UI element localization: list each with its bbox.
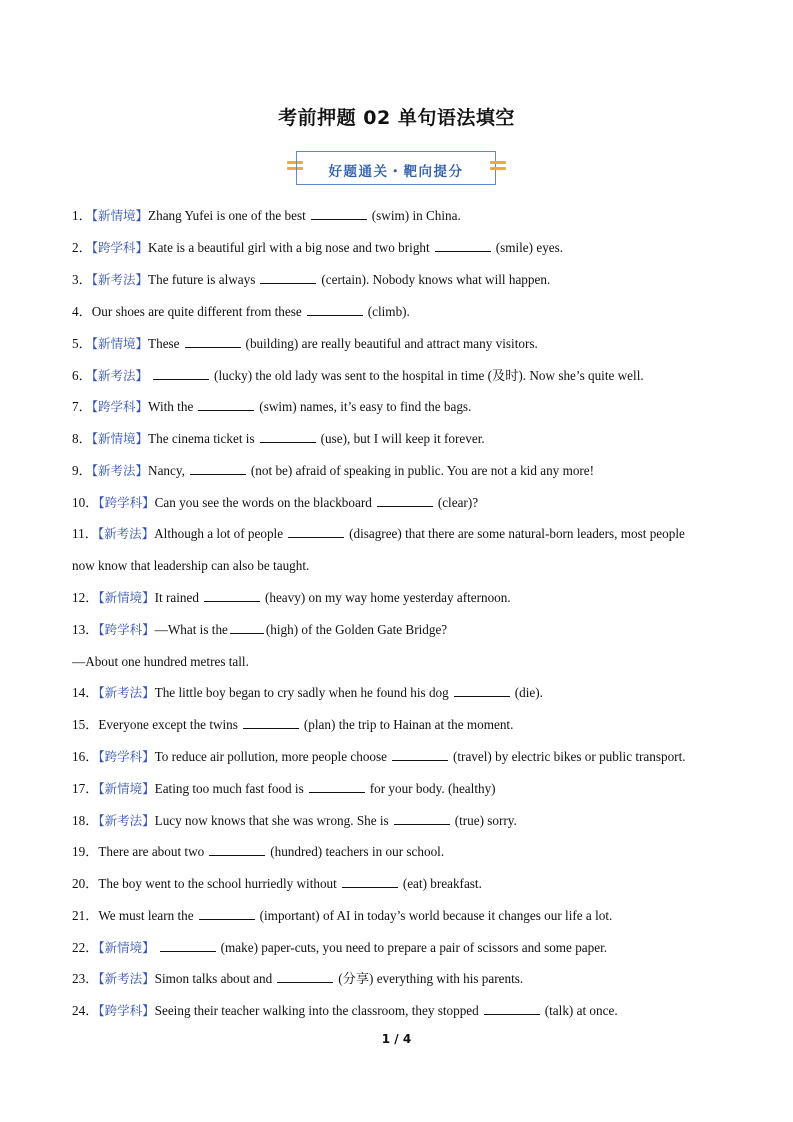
- category-tag: 【跨学科】: [98, 749, 155, 764]
- answer-blank[interactable]: [377, 494, 433, 507]
- page-title: 考前押题 02 单句语法填空: [278, 107, 515, 129]
- answer-blank[interactable]: [288, 525, 344, 538]
- page-number: 1 / 4: [381, 1032, 412, 1046]
- question-line: 7．【跨学科】With the (swim) names, it’s easy to find the bags.: [72, 399, 472, 414]
- question-line: 19．There are about two (hundred) teachers in our school.: [72, 844, 445, 859]
- question-line: 8．【新情境】The cinema ticket is (use), but I will keep it forever.: [72, 431, 485, 446]
- answer-blank[interactable]: [454, 684, 510, 697]
- question-line: 15．Everyone except the twins (plan) the trip to Hainan at the moment.: [72, 717, 514, 732]
- question-line: 14．【新考法】The little boy began to cry sadly when he found his dog (die).: [72, 685, 543, 700]
- category-tag: 【新考法】: [91, 368, 149, 383]
- answer-blank[interactable]: [311, 207, 367, 220]
- question-line: 4．Our shoes are quite different from these (climb).: [72, 304, 410, 319]
- answer-blank[interactable]: [484, 1002, 540, 1015]
- answer-blank[interactable]: [243, 716, 299, 729]
- answer-blank[interactable]: [199, 907, 255, 920]
- category-tag: 【跨学科】: [91, 399, 149, 414]
- banner-text: 好题通关・靶向提分: [328, 164, 464, 180]
- answer-blank[interactable]: [307, 303, 363, 316]
- answer-blank[interactable]: [160, 939, 216, 952]
- answer-blank[interactable]: [260, 430, 316, 443]
- answer-blank[interactable]: [342, 875, 398, 888]
- category-tag: 【新情境】: [91, 431, 149, 446]
- question-line: 23．【新考法】Simon talks about and (分享) everything with his parents.: [72, 971, 524, 986]
- question-line: 17．【新情境】Eating too much fast food is for your body. (healthy): [72, 781, 496, 796]
- question-line: 12．【新情境】It rained (heavy) on my way home yesterday afternoon.: [72, 590, 511, 605]
- answer-blank[interactable]: [153, 367, 209, 380]
- category-tag: 【新考法】: [98, 813, 155, 828]
- answer-blank[interactable]: [198, 398, 254, 411]
- category-tag: 【跨学科】: [98, 1003, 155, 1018]
- section-banner: [296, 151, 496, 185]
- category-tag: 【新考法】: [98, 971, 155, 986]
- question-line: 2．【跨学科】Kate is a beautiful girl with a big nose and two bright (smile) eyes.: [72, 240, 564, 255]
- category-tag: 【跨学科】: [91, 240, 149, 255]
- question-line: 3．【新考法】The future is always (certain). Nobody knows what will happen.: [72, 272, 551, 287]
- category-tag: 【新情境】: [98, 781, 155, 796]
- question-line: 1．【新情境】Zhang Yufei is one of the best (swim) in China.: [72, 208, 461, 223]
- question-line-continued: now know that leadership can also be taught.: [72, 558, 310, 573]
- answer-blank[interactable]: [230, 621, 264, 634]
- answer-blank[interactable]: [309, 780, 365, 793]
- answer-blank[interactable]: [204, 589, 260, 602]
- question-line: 6．【新考法】 (lucky) the old lady was sent to the hospital in time (及时). Now she’s quite well.: [72, 368, 644, 383]
- category-tag: 【新情境】: [91, 336, 149, 351]
- answer-blank[interactable]: [277, 970, 333, 983]
- category-tag: 【新情境】: [98, 940, 155, 955]
- answer-blank[interactable]: [190, 462, 246, 475]
- question-line: 24．【跨学科】Seeing their teacher walking into the classroom, they stopped (talk) at once.: [72, 1003, 618, 1018]
- category-tag: 【新考法】: [98, 685, 155, 700]
- question-line: 18．【新考法】Lucy now knows that she was wrong. She is (true) sorry.: [72, 813, 517, 828]
- category-tag: 【新情境】: [98, 590, 155, 605]
- question-line: 16．【跨学科】To reduce air pollution, more people choose (travel) by electric bikes or public transport.: [72, 749, 686, 764]
- question-line-continued: —About one hundred metres tall.: [72, 654, 249, 669]
- answer-blank[interactable]: [394, 812, 450, 825]
- question-line: 20．The boy went to the school hurriedly without (eat) breakfast.: [72, 876, 482, 891]
- banner-right-ornament-icon: [490, 161, 506, 175]
- answer-blank[interactable]: [392, 748, 448, 761]
- category-tag: 【跨学科】: [98, 622, 155, 637]
- question-line: 11．【新考法】Although a lot of people (disagree) that there are some natural-born leaders, most people: [72, 526, 685, 541]
- question-line: 21．We must learn the (important) of AI in today’s world because it changes our life a lot.: [72, 908, 613, 923]
- question-line: 9．【新考法】Nancy, (not be) afraid of speaking in public. You are not a kid any more!: [72, 463, 595, 478]
- answer-blank[interactable]: [209, 843, 265, 856]
- question-line: 5．【新情境】These (building) are really beautiful and attract many visitors.: [72, 336, 538, 351]
- category-tag: 【新情境】: [91, 208, 149, 223]
- category-tag: 【新考法】: [91, 272, 149, 287]
- question-line: 10．【跨学科】Can you see the words on the blackboard (clear)?: [72, 495, 479, 510]
- category-tag: 【新考法】: [97, 526, 155, 541]
- question-line: 22．【新情境】 (make) paper-cuts, you need to prepare a pair of scissors and some paper.: [72, 940, 608, 955]
- answer-blank[interactable]: [435, 239, 491, 252]
- category-tag: 【跨学科】: [98, 495, 155, 510]
- answer-blank[interactable]: [185, 335, 241, 348]
- answer-blank[interactable]: [260, 271, 316, 284]
- category-tag: 【新考法】: [91, 463, 149, 478]
- question-line: 13．【跨学科】—What is the (high) of the Golden Gate Bridge?: [72, 622, 448, 637]
